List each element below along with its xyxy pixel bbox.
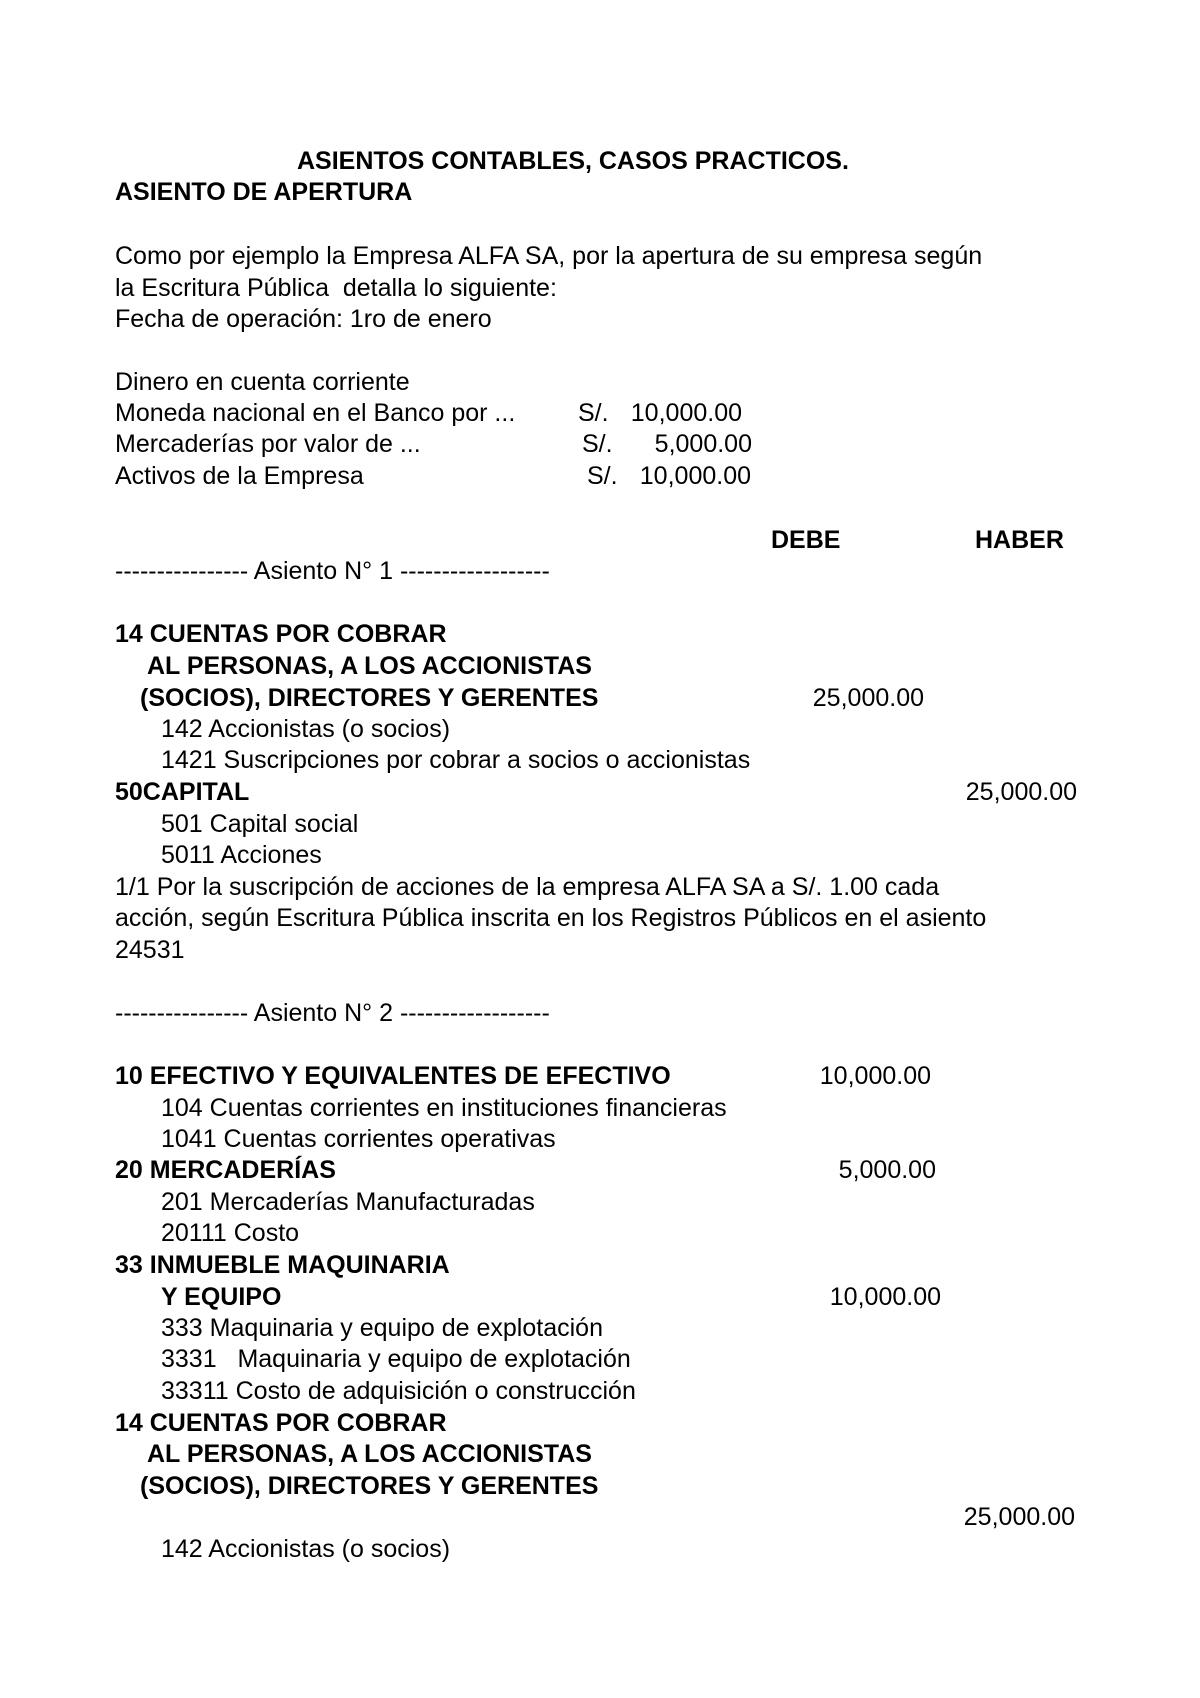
subaccount: 501 Capital social (161, 810, 359, 838)
subaccount: 104 Cuentas corrientes en instituciones financieras (161, 1094, 727, 1122)
account-title: 14 CUENTAS POR COBRAR (115, 1409, 447, 1437)
detail-label: Moneda nacional en el Banco por ... (115, 399, 516, 427)
detail-label: Activos de la Empresa (115, 462, 364, 490)
account-title: 50CAPITAL (115, 778, 250, 806)
account-title: Y EQUIPO (161, 1283, 282, 1311)
operation-date: Fecha de operación: 1ro de enero (115, 305, 492, 333)
debe-amount: 10,000.00 (819, 1062, 931, 1090)
section-heading: ASIENTO DE APERTURA (115, 178, 413, 206)
entry-gloss: acción, según Escritura Pública inscrita en los Registros Públicos en el asiento (115, 904, 987, 932)
detail-amount: 10,000.00 (630, 399, 742, 427)
entry-gloss: 1/1 Por la suscripción de acciones de la empresa ALFA SA a S/. 1.00 cada (115, 873, 940, 901)
subaccount: 1421 Suscripciones por cobrar a socios o accionistas (161, 746, 751, 774)
details-heading: Dinero en cuenta corriente (115, 368, 410, 396)
intro-line: Como por ejemplo la Empresa ALFA SA, por la apertura de su empresa según (115, 242, 983, 270)
haber-amount: 25,000.00 (963, 1503, 1075, 1531)
subaccount: 142 Accionistas (o socios) (161, 715, 451, 743)
debe-amount: 10,000.00 (829, 1283, 941, 1311)
entry-separator: ---------------- Asiento N° 1 ------------------ (115, 557, 550, 585)
account-title: AL PERSONAS, A LOS ACCIONISTAS (147, 652, 592, 680)
entry-gloss: 24531 (115, 936, 185, 964)
subaccount: 33311 Costo de adquisición o construcción (161, 1377, 636, 1405)
subaccount: 333 Maquinaria y equipo de explotación (161, 1314, 603, 1342)
subaccount: 3331 Maquinaria y equipo de explotación (161, 1345, 631, 1373)
account-title: (SOCIOS), DIRECTORES Y GERENTES (140, 684, 599, 712)
subaccount: 5011 Acciones (161, 841, 322, 869)
account-title: AL PERSONAS, A LOS ACCIONISTAS (147, 1440, 592, 1468)
subaccount: 20111 Costo (161, 1219, 300, 1247)
detail-currency: S/. (582, 430, 613, 458)
detail-currency: S/. (587, 462, 618, 490)
column-header-debe: DEBE (771, 526, 841, 554)
account-title: (SOCIOS), DIRECTORES Y GERENTES (140, 1472, 599, 1500)
account-title: 20 MERCADERÍAS (115, 1156, 336, 1184)
entry-separator: ---------------- Asiento N° 2 ------------------ (115, 999, 550, 1027)
subaccount: 142 Accionistas (o socios) (161, 1535, 451, 1563)
account-title: 33 INMUEBLE MAQUINARIA (115, 1251, 450, 1279)
intro-line: la Escritura Pública detalla lo siguiente: (115, 274, 557, 302)
account-title: 10 EFECTIVO Y EQUIVALENTES DE EFECTIVO (115, 1062, 671, 1090)
subaccount: 1041 Cuentas corrientes operativas (161, 1125, 556, 1153)
detail-label: Mercaderías por valor de ... (115, 430, 421, 458)
subaccount: 201 Mercaderías Manufacturadas (161, 1188, 535, 1216)
page-title: ASIENTOS CONTABLES, CASOS PRACTICOS. (297, 147, 849, 175)
column-header-haber: HABER (975, 526, 1064, 554)
account-title: 14 CUENTAS POR COBRAR (115, 620, 447, 648)
detail-amount: 5,000.00 (654, 430, 752, 458)
detail-amount: 10,000.00 (639, 462, 751, 490)
haber-amount: 25,000.00 (965, 778, 1077, 806)
debe-amount: 5,000.00 (838, 1156, 936, 1184)
detail-currency: S/. (578, 399, 609, 427)
debe-amount: 25,000.00 (812, 684, 924, 712)
